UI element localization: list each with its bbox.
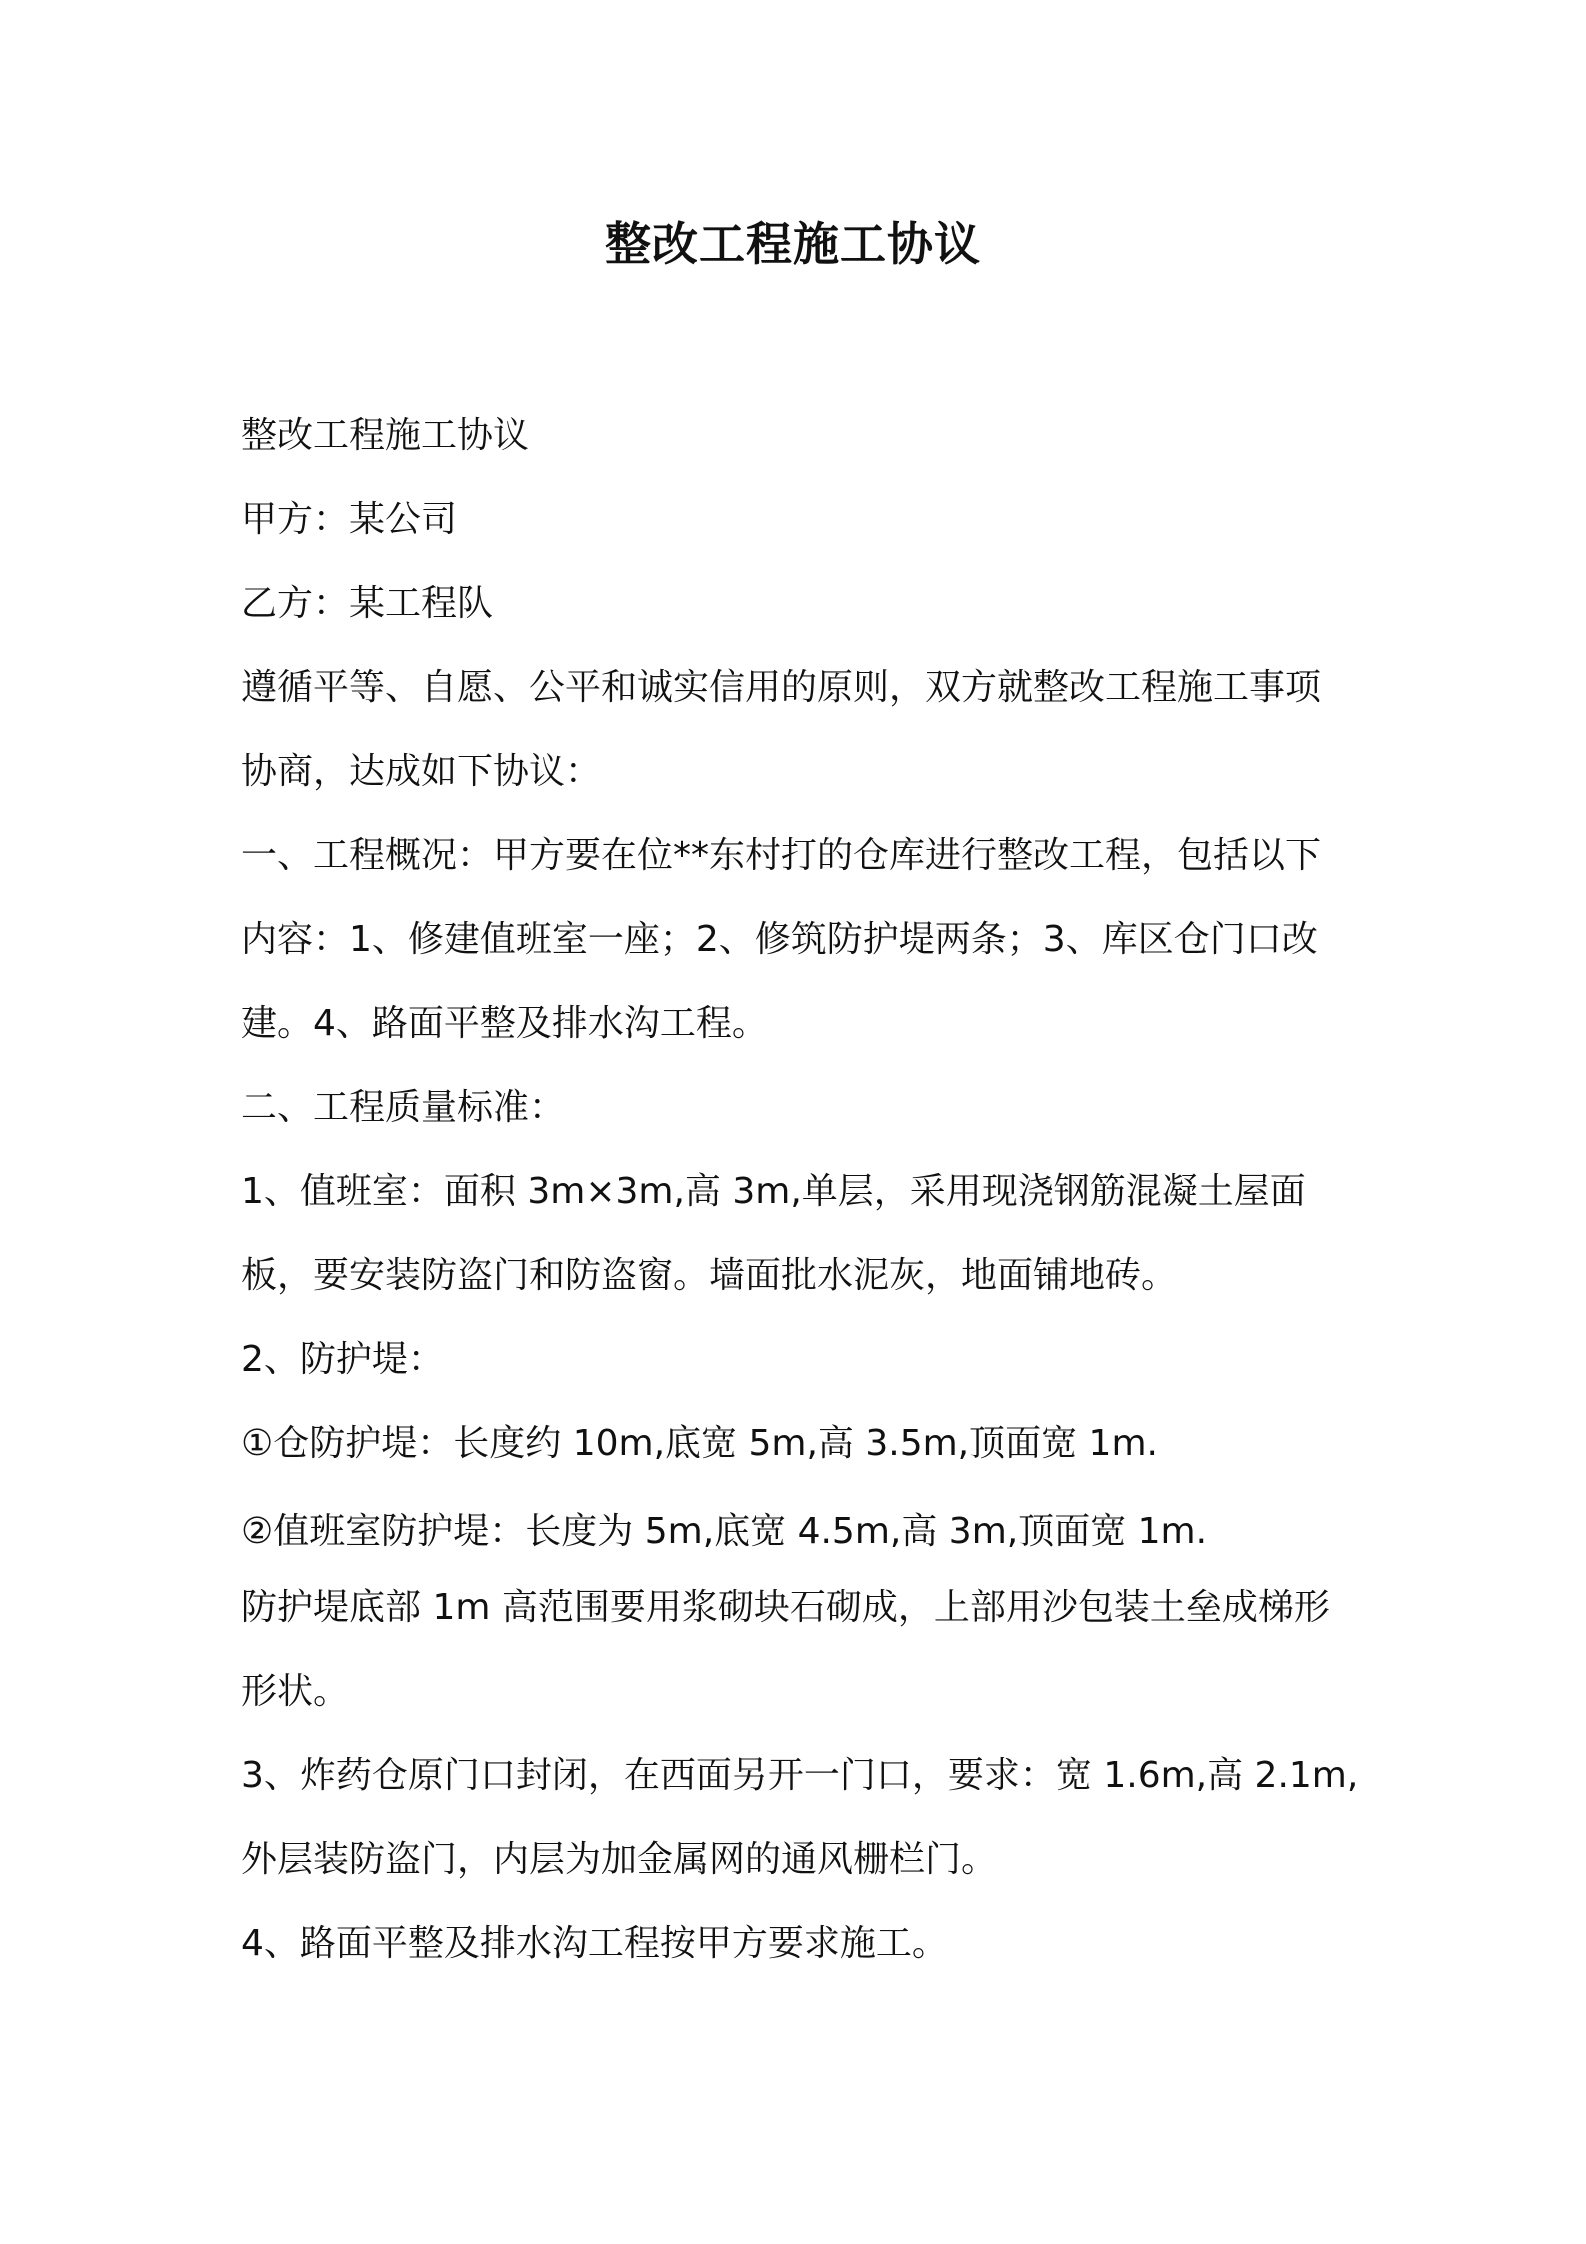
body-line: 3、炸药仓原门口封闭，在西面另开一门口，要求：宽 1.6m,高 2.1m, xyxy=(241,1755,1359,1796)
body-line: 4、路面平整及排水沟工程按甲方要求施工。 xyxy=(241,1923,948,1964)
document-title: 整改工程施工协议 xyxy=(605,217,981,271)
body-line: 防护堤底部 1m 高范围要用浆砌块石砌成，上部用沙包装土垒成梯形 xyxy=(241,1587,1330,1628)
body-line: 1、值班室：面积 3m×3m,高 3m,单层，采用现浇钢筋混凝土屋面 xyxy=(241,1171,1306,1212)
body-line: 整改工程施工协议 xyxy=(241,415,530,456)
body-line: 内容：1、修建值班室一座；2、修筑防护堤两条；3、库区仓门口改 xyxy=(241,919,1318,960)
body-line: 形状。 xyxy=(241,1671,350,1712)
body-line: 板，要安装防盗门和防盗窗。墙面批水泥灰，地面铺地砖。 xyxy=(241,1255,1178,1296)
body-line: ②值班室防护堤：长度为 5m,底宽 4.5m,高 3m,顶面宽 1m. xyxy=(241,1511,1208,1552)
body-line: 外层装防盗门，内层为加金属网的通风栅栏门。 xyxy=(241,1839,998,1880)
body-line: 一、工程概况：甲方要在位**东村打的仓库进行整改工程，包括以下 xyxy=(241,835,1322,876)
body-line: ①仓防护堤：长度约 10m,底宽 5m,高 3.5m,顶面宽 1m. xyxy=(241,1423,1158,1464)
body-line: 2、防护堤： xyxy=(241,1339,444,1380)
body-line: 乙方：某工程队 xyxy=(241,583,494,624)
body-line: 协商，达成如下协议： xyxy=(241,751,602,792)
body-line: 建。4、路面平整及排水沟工程。 xyxy=(241,1003,768,1044)
body-line: 二、工程质量标准： xyxy=(241,1087,566,1128)
body-line: 遵循平等、自愿、公平和诚实信用的原则，双方就整改工程施工事项 xyxy=(241,667,1322,708)
body-line: 甲方：某公司 xyxy=(241,499,458,540)
